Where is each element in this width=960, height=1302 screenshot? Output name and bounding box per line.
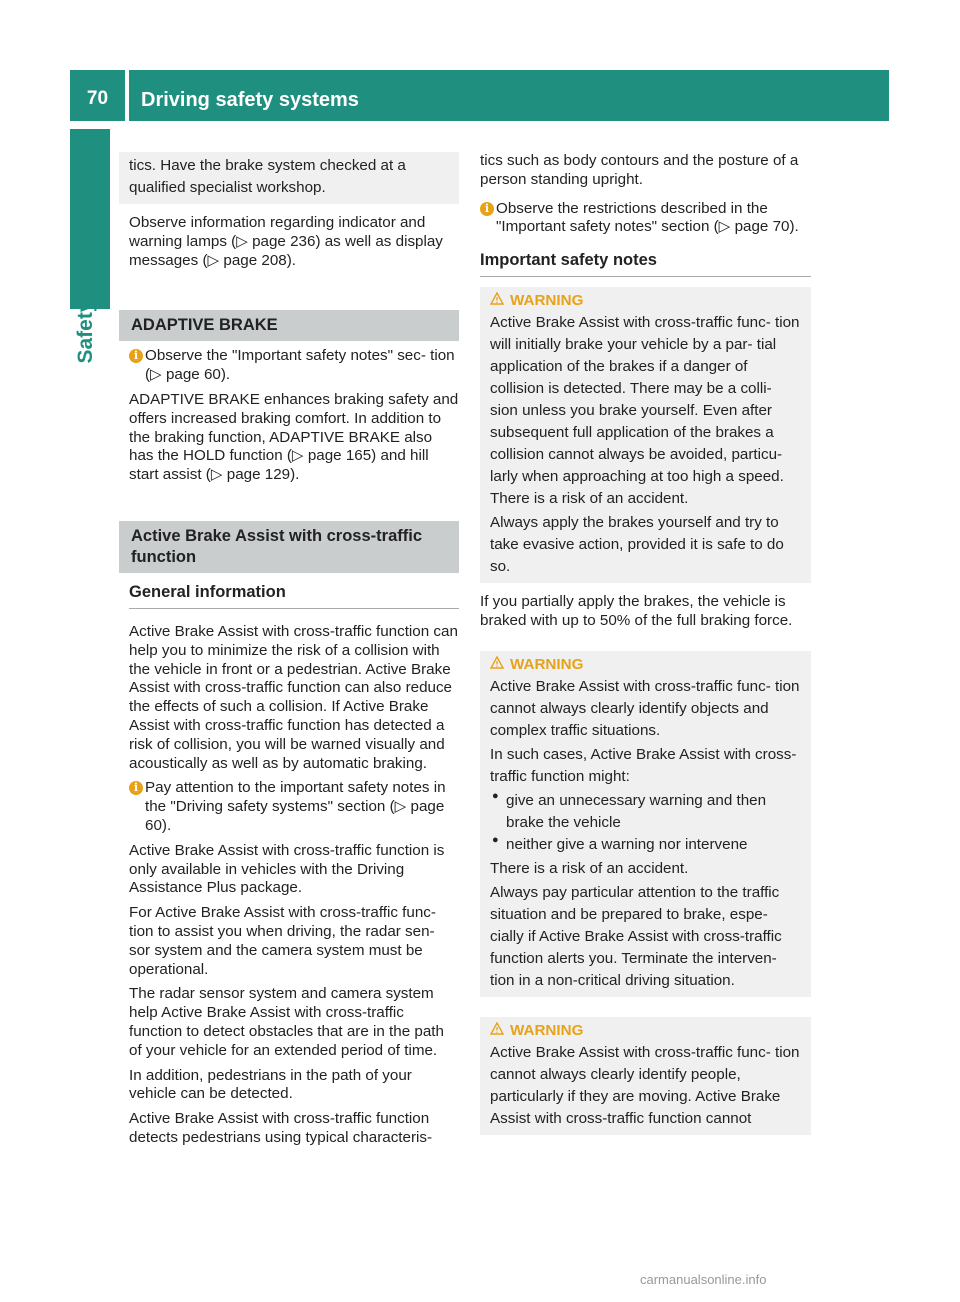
right-column	[480, 152, 811, 1135]
general-paragraph-4: The radar sensor system and camera system help Active Brake Assist with cross-traffic function to detect obstacles that are in the path of your vehicle for an extended period of time.	[129, 985, 444, 1059]
warning-box-3	[480, 1017, 811, 1135]
warning-box-2	[480, 651, 811, 997]
warning-3-text: Active Brake Assist with cross-traffic func- tion cannot always clearly identify people, particularly if they are moving. Active Brake Assist with cross-traffic function cannot	[490, 1043, 800, 1127]
adaptive-info-text: Observe the "Important safety notes" sec- tion (▷ page 60).	[145, 347, 455, 384]
adaptive-paragraph: ADAPTIVE BRAKE enhances braking safety and offers increased braking comfort. In addition to the braking function, ADAPTIVE BRAKE also has the HOLD function (▷ page 165) and hill start assist (▷ page 129).	[129, 390, 459, 484]
warning-triangle-icon	[490, 1020, 506, 1042]
restrictions-info-text: Observe the restrictions described in the "Important safety notes" section (▷ page 70).	[496, 199, 799, 236]
page-number: 70	[70, 70, 125, 121]
partial-braking-paragraph: If you partially apply the brakes, the vehicle is braked with up to 50% of the full braking force.	[480, 593, 793, 629]
warning-header: WARNING	[490, 1020, 801, 1042]
warning-1-text: Active Brake Assist with cross-traffic func- tion will initially brake your vehicle by a par- tial application of the brakes if a danger of collision is detected. There may be a colli- sion unless you brake yourself. Even after subsequent full application of the brakes a collision cannot always be avoided, particu- larly when approaching at too high a speed. There is a risk of an accident.	[490, 314, 800, 508]
general-info-note	[129, 779, 459, 835]
warning-header: WARNING	[490, 654, 801, 676]
abact-heading: Active Brake Assist with cross-traffic function	[119, 521, 459, 573]
warning-2-risk: There is a risk of an accident.	[490, 859, 689, 877]
bullet-icon: ●	[492, 789, 499, 802]
box-line-2: qualified specialist workshop.	[129, 179, 326, 196]
general-paragraph-2: Active Brake Assist with cross-traffic function is only available in vehicles with the Driving Assistance Plus package.	[129, 841, 445, 897]
general-info-text: Pay attention to the important safety notes in the "Driving safety systems" section (▷ page 60).	[145, 779, 446, 834]
general-paragraph-3: For Active Brake Assist with cross-traffic func- tion to assist you when driving, the radar sen- sor system and the camera system must be operational.	[129, 904, 436, 978]
continued-paragraph: tics such as body contours and the posture of a person standing upright.	[480, 152, 799, 188]
section-marker	[70, 129, 110, 309]
list-item: ● give an unnecessary warning and then brake the vehicle	[492, 789, 767, 831]
list-item: ● neither give a warning nor intervene	[492, 833, 748, 853]
warning-triangle-icon	[490, 290, 506, 312]
warning-2-text: Active Brake Assist with cross-traffic func- tion cannot always clearly identify objects and complex traffic situations.	[490, 677, 800, 739]
warning-header: WARNING	[490, 290, 801, 312]
observe-paragraph: Observe information regarding indicator and warning lamps (▷ page 236) as well as display messages (▷ page 208).	[129, 214, 443, 269]
restrictions-info-note	[480, 200, 811, 238]
general-paragraph-6: Active Brake Assist with cross-traffic function detects pedestrians using typical characteris-	[129, 1110, 433, 1146]
continued-note-box	[119, 152, 459, 204]
warning-1-advice: Always apply the brakes yourself and try to take evasive action, provided it is safe to do so.	[490, 514, 784, 576]
warning-2-advice: Always pay particular attention to the traffic situation and be prepared to brake, espe- cially if Active Brake Assist with cross-traffic function alerts you. Terminate the interven- tion in a non-critical driving situation.	[490, 883, 782, 989]
general-paragraph-1: Active Brake Assist with cross-traffic function can help you to minimize the risk of a collision with the vehicle in front or a pedestrian. Active Brake Assist with cross-traffic function can also reduce the effects of such a collision. If Active Brake Assist with cross-traffic function has detected a risk of collision, you will be warned visually and acoustically as well as by automatic braking.	[129, 622, 458, 772]
watermark: carmanualsonline.info	[640, 1272, 767, 1287]
section-label: Safety	[74, 300, 97, 364]
warning-2-cases: In such cases, Active Brake Assist with cross-traffic function might:	[490, 745, 797, 785]
important-safety-heading: Important safety notes	[480, 251, 811, 277]
info-icon: i	[129, 781, 143, 795]
info-icon: i	[129, 349, 143, 363]
adaptive-brake-heading: ADAPTIVE BRAKE	[119, 310, 459, 341]
general-paragraph-5: In addition, pedestrians in the path of your vehicle can be detected.	[129, 1066, 412, 1103]
bullet-icon: ●	[492, 833, 499, 846]
warning-box-1	[480, 287, 811, 583]
warning-triangle-icon	[490, 654, 506, 676]
box-line-1: tics. Have the brake system checked at a	[129, 157, 406, 174]
adaptive-info-note	[129, 347, 459, 385]
info-icon: i	[480, 202, 494, 216]
general-info-heading: General information	[129, 583, 459, 609]
left-column	[119, 152, 459, 1148]
chapter-title: Driving safety systems	[141, 89, 359, 111]
